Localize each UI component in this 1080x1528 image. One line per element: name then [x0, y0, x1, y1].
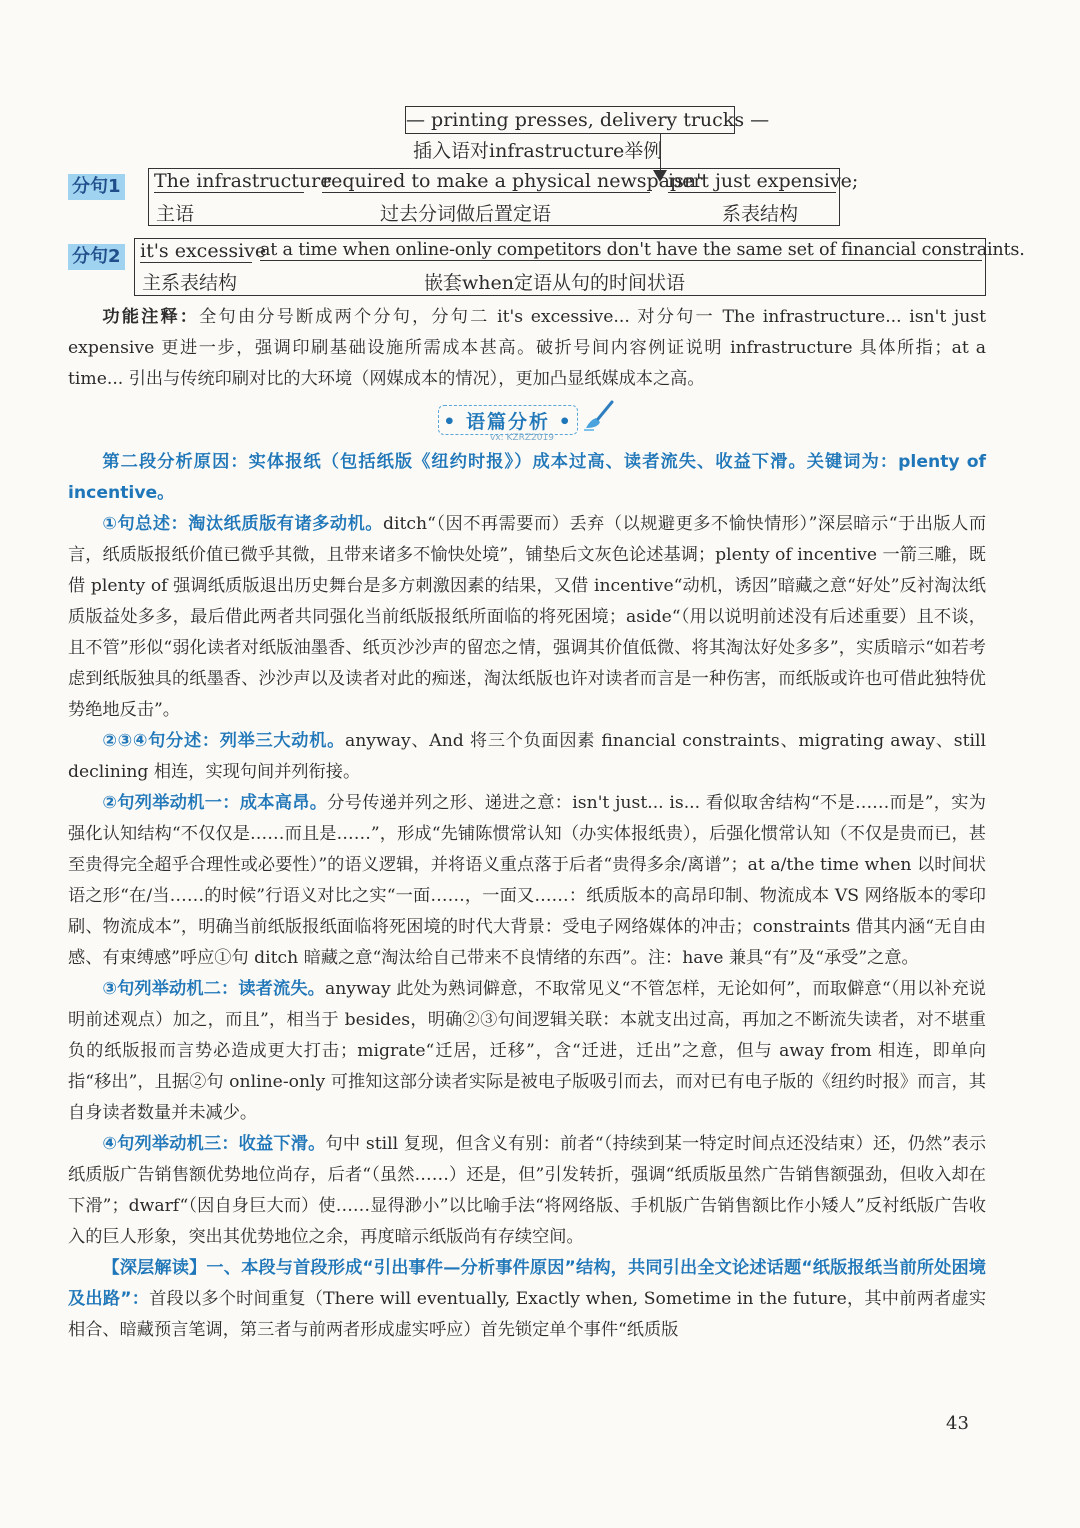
point-1-text: ditch“（因不再需要而）丢弃（以规避更多不愉快情形）”深层暗示“于出版人而言，纸质版报纸价值已微乎其微，且带来诸多不愉快处境”，铺垫后文灰色论述基调；plenty of incentive 一箭三雕，既借 plenty of 强调纸质版退出历史舞台是多方刺激因素的结果，又借 incentive“动机，诱因”暗藏之意“好处”反衬淘汰纸质版益处多多，最后借此两者共同强化当前纸版报纸所面临的将死困境；aside“（用以说明前述没有后述重要）且不谈，且不管”形似“弱化读者对纸版油墨香、纸页沙沙声的留恋之情，强调其价值低微、将其淘汰好处多多”，实质暗示“如若考虑到纸版独具的纸墨香、沙沙声以及读者对此的痴迷，淘汰纸版也许对读者而言是一种伤害，而纸版或许也可借此独特优势绝地反击”。 [68, 514, 987, 720]
page-number: 43 [946, 1413, 969, 1434]
clause1-subject: The infrastructure [154, 170, 332, 192]
clause1-predicate: isn't just expensive; [668, 170, 859, 192]
point-5-text: 句中 still 复现，但含义有别：前者“（持续到某一特定时间点还没结束）还，仍然”表示纸质版广告销售额优势地位尚存，后者“（虽然……）还是，但”引发转折，强调“纸质版虽然广告销售额强劲，但收入却在下滑”；dwarf“（因自身巨大而）使……显得渺小”以比喻手法“将网络版、手机版广告销售额比作小矮人”反衬纸版广告收入的巨人形象，突出其优势地位之余，再度暗示纸版尚有存续空间。 [68, 1134, 987, 1247]
brush-icon [580, 398, 616, 434]
point-3-text: 分号传递并列之形、递进之意：isn't just... is... 看似取舍结构“不是……而是”，实为强化认知结构“不仅仅是……而且是……”，形成“先铺陈惯常认知（办实体报纸贵），后强化惯常认知（不仅是贵而已，甚至贵得完全超乎合理性或必要性）”的语义逻辑，并将语义重点落于后者“贵得多余/离谱”；at a/the time when 以时间状语之形“在/当……的时候”行语义对比之实“一面……，一面又……：纸质版本的高昂印制、物流成本 VS 网络版本的零印刷、物流成本”，明确当前纸版报纸面临将死困境的时代大背景：受电子网络媒体的冲击；constraints 借其内涵“无自由感、有束缚感”呼应①句 ditch 暗藏之意“淘汰给自己带来不良情绪的东西”。注：have 兼具“有”及“承受”之意。 [68, 793, 986, 968]
clause1-subject-label: 主语 [156, 203, 195, 225]
clause1-modifier: required to make a physical newspaper [322, 170, 703, 192]
function-note-label: 功能注释： [102, 307, 200, 327]
point-5 [68, 1129, 986, 1253]
clause2-main-label: 主系表结构 [142, 272, 238, 294]
aside-box [405, 106, 770, 134]
function-note [68, 302, 986, 395]
aside-note: 插入语对infrastructure举例 [413, 140, 663, 162]
point-2-text: anyway、And 将三个负面因素 financial constraints、migrating away、still declining 相连，实现句间并列衔接。 [68, 731, 986, 782]
watermark: vx: KZRZ2019 [490, 433, 554, 443]
point-4-head: ③句列举动机二：读者流失。 [102, 979, 325, 999]
point-1 [68, 509, 986, 726]
clause1-tag: 分句1 [68, 174, 125, 200]
deep-reading-text: 首段以多个时间重复（There will eventually, Exactly when, Sometime in the future，其中前两者虚实相合、暗藏预言笔调，第三者与前两者形成虚实呼应）首先锁定单个事件“纸质版 [68, 1289, 987, 1340]
clause2-main: it's excessive [140, 240, 267, 262]
point-2 [68, 726, 986, 788]
section-title: • 语篇分析 • [438, 405, 578, 435]
clause1-modifier-label: 过去分词做后置定语 [380, 203, 552, 225]
deep-reading [68, 1253, 986, 1346]
deep-reading-head: 【深层解读】一、本段与首段形成“引出事件—分析事件原因”结构，共同引出全文论述话题“纸版报纸当前所处困境及出路”： [68, 1258, 986, 1309]
point-3 [68, 788, 986, 974]
aside-english: — printing presses, delivery trucks — [406, 109, 770, 131]
clause2-tag: 分句2 [68, 244, 125, 270]
paragraph-summary: 第二段分析原因：实体报纸（包括纸版《纽约时报》）成本过高、读者流失、收益下滑。关键词为：plenty of incentive。 [68, 452, 986, 503]
point-1-head: ①句总述：淘汰纸质版有诸多动机。 [102, 514, 383, 534]
point-4 [68, 974, 986, 1129]
point-5-head: ④句列举动机三：收益下滑。 [102, 1134, 326, 1154]
point-4-text: anyway 此处为熟词僻意，不取常见义“不管怎样，无论如何”，而取僻意“（用以补充说明前述观点）加之，而且”，相当于 besides，明确②③句间逻辑关联：本就支出过高，再加之不断流失读者，对不堪重负的纸版报而言势必造成更大打击；migrate“迁居，迁移”，含“迁进，迁出”之意，但与 away from 相连，即单向指“移出”，且据②句 online-only 可推知这部分读者实际是被电子版吸引而去，而对已有电子版的《纽约时报》而言，其自身读者数量并未减少。 [68, 979, 986, 1123]
clause2-adverbial-label: 嵌套when定语从句的时间状语 [424, 272, 685, 294]
clause2-adverbial: at a time when online-only competitors don't have the same set of financial constraints. [260, 240, 1025, 260]
point-2-head: ②③④句分述：列举三大动机。 [102, 731, 345, 751]
function-note-text: 全句由分号断成两个分句，分句二 it's excessive... 对分句一 The infrastructure... isn't just expensive 更进一步，强调印刷基础设施所需成本甚高。破折号间内容例证说明 infrastructure 具体所指；at a time... 引出与传统印刷对比的大环境（网媒成本的情况），更加凸显纸媒成本之高。 [68, 307, 986, 389]
analysis-body [68, 447, 986, 1346]
clause1-predicate-label: 系表结构 [722, 203, 799, 225]
aside-connector [660, 134, 661, 170]
point-3-head: ②句列举动机一：成本高昂。 [102, 793, 328, 813]
